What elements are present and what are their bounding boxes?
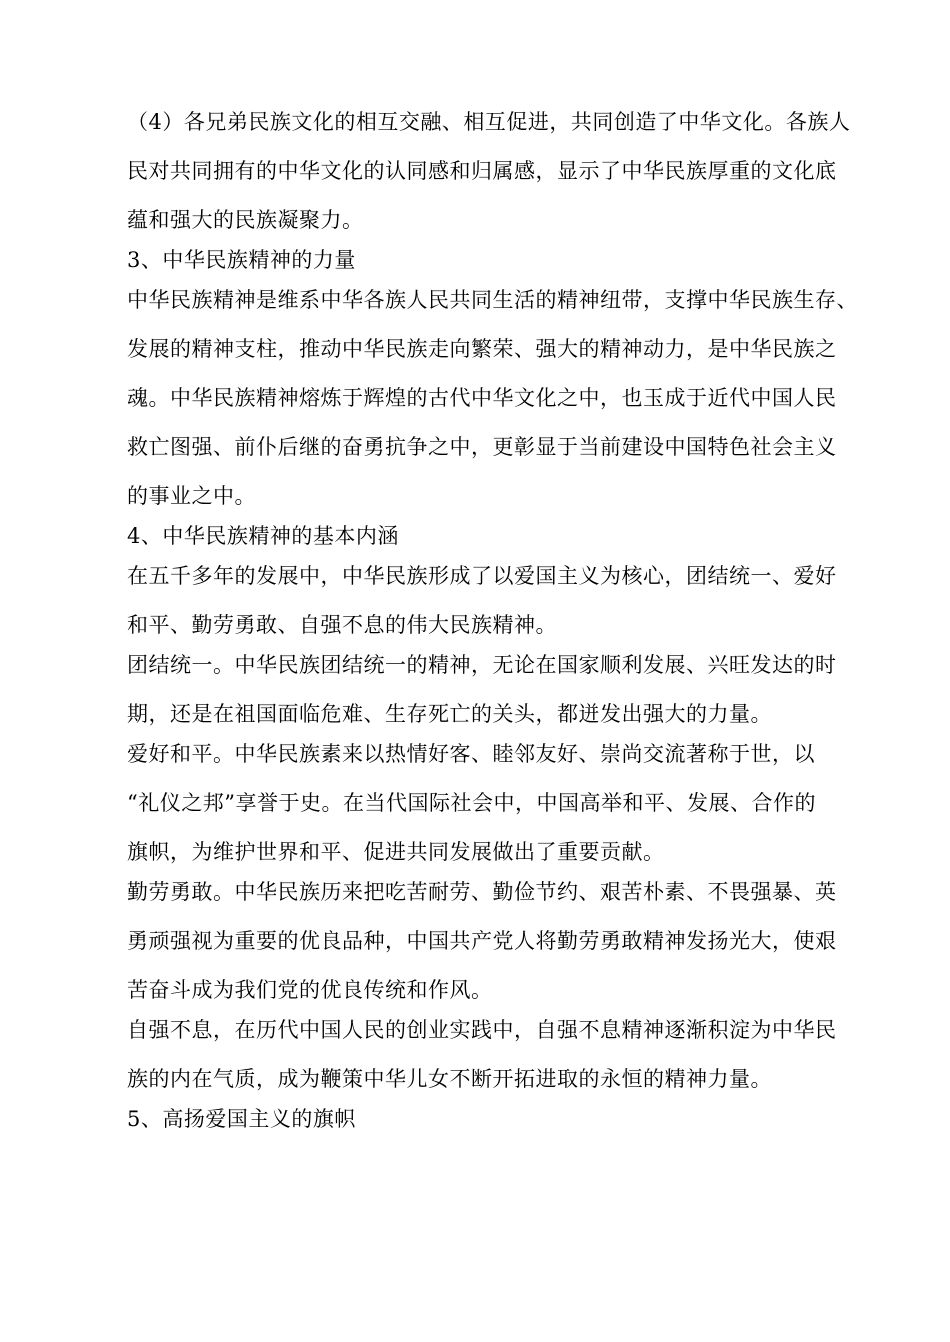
paragraph-peace bbox=[127, 744, 887, 863]
paragraph-unity bbox=[127, 655, 887, 725]
paragraph-diligence bbox=[127, 882, 887, 1001]
section-heading-5: 5、高扬爱国主义的旗帜 bbox=[127, 1107, 356, 1131]
text-line: 中华民族精神是维系中华各族人民共同生活的精神纽带，支撑中华民族生存、 bbox=[127, 288, 858, 312]
text-line: 期，还是在祖国面临危难、生存死亡的关头，都迸发出强大的力量。 bbox=[127, 702, 772, 726]
text-line: 自强不息，在历代中国人民的创业实践中，自强不息精神逐渐积淀为中华民 bbox=[127, 1018, 837, 1042]
paragraph-self-improvement bbox=[127, 1020, 887, 1090]
paragraph-basic-connotation bbox=[127, 566, 887, 636]
text-line: 旗帜，为维护世界和平、促进共同发展做出了重要贡献。 bbox=[127, 840, 665, 864]
text-line: 在五千多年的发展中，中华民族形成了以爱国主义为核心，团结统一、爱好 bbox=[127, 564, 837, 588]
text-line: 救亡图强、前仆后继的奋勇抗争之中，更彰显于当前建设中国特色社会主义 bbox=[127, 435, 837, 459]
text-line: 蕴和强大的民族凝聚力。 bbox=[127, 208, 364, 232]
text-line: 魂。中华民族精神熔炼于辉煌的古代中华文化之中，也玉成于近代中国人民 bbox=[127, 386, 837, 410]
text-line: 和平、勤劳勇敢、自强不息的伟大民族精神。 bbox=[127, 613, 557, 637]
section-heading-4: 4、中华民族精神的基本内涵 bbox=[127, 524, 399, 548]
text-line: （4）各兄弟民族文化的相互交融、相互促进，共同创造了中华文化。各族人 bbox=[127, 110, 851, 134]
section-heading-3: 3、中华民族精神的力量 bbox=[127, 248, 356, 272]
text-line: 族的内在气质，成为鞭策中华儿女不断开拓进取的永恒的精神力量。 bbox=[127, 1067, 772, 1091]
text-line: 团结统一。中华民族团结统一的精神，无论在国家顺利发展、兴旺发达的时 bbox=[127, 653, 837, 677]
paragraph-national-spirit-power bbox=[127, 290, 887, 507]
document-body bbox=[127, 112, 887, 1130]
text-line: 勇顽强视为重要的优良品种，中国共产党人将勤劳勇敢精神发扬光大，使艰 bbox=[127, 929, 837, 953]
text-line: 勤劳勇敢。中华民族历来把吃苦耐劳、勤俭节约、艰苦朴素、不畏强暴、英 bbox=[127, 880, 837, 904]
text-line: 发展的精神支柱，推动中华民族走向繁荣、强大的精神动力，是中华民族之 bbox=[127, 337, 837, 361]
text-line: 苦奋斗成为我们党的优良传统和作风。 bbox=[127, 978, 493, 1002]
paragraph-4-cultural-integration bbox=[127, 112, 887, 231]
text-line: 的事业之中。 bbox=[127, 484, 256, 508]
text-line: “礼仪之邦”享誉于史。在当代国际社会中，中国高举和平、发展、合作的 bbox=[127, 791, 816, 815]
text-line: 爱好和平。中华民族素来以热情好客、睦邻友好、崇尚交流著称于世，以 bbox=[127, 742, 815, 766]
text-line: 民对共同拥有的中华文化的认同感和归属感，显示了中华民族厚重的文化底 bbox=[127, 159, 837, 183]
